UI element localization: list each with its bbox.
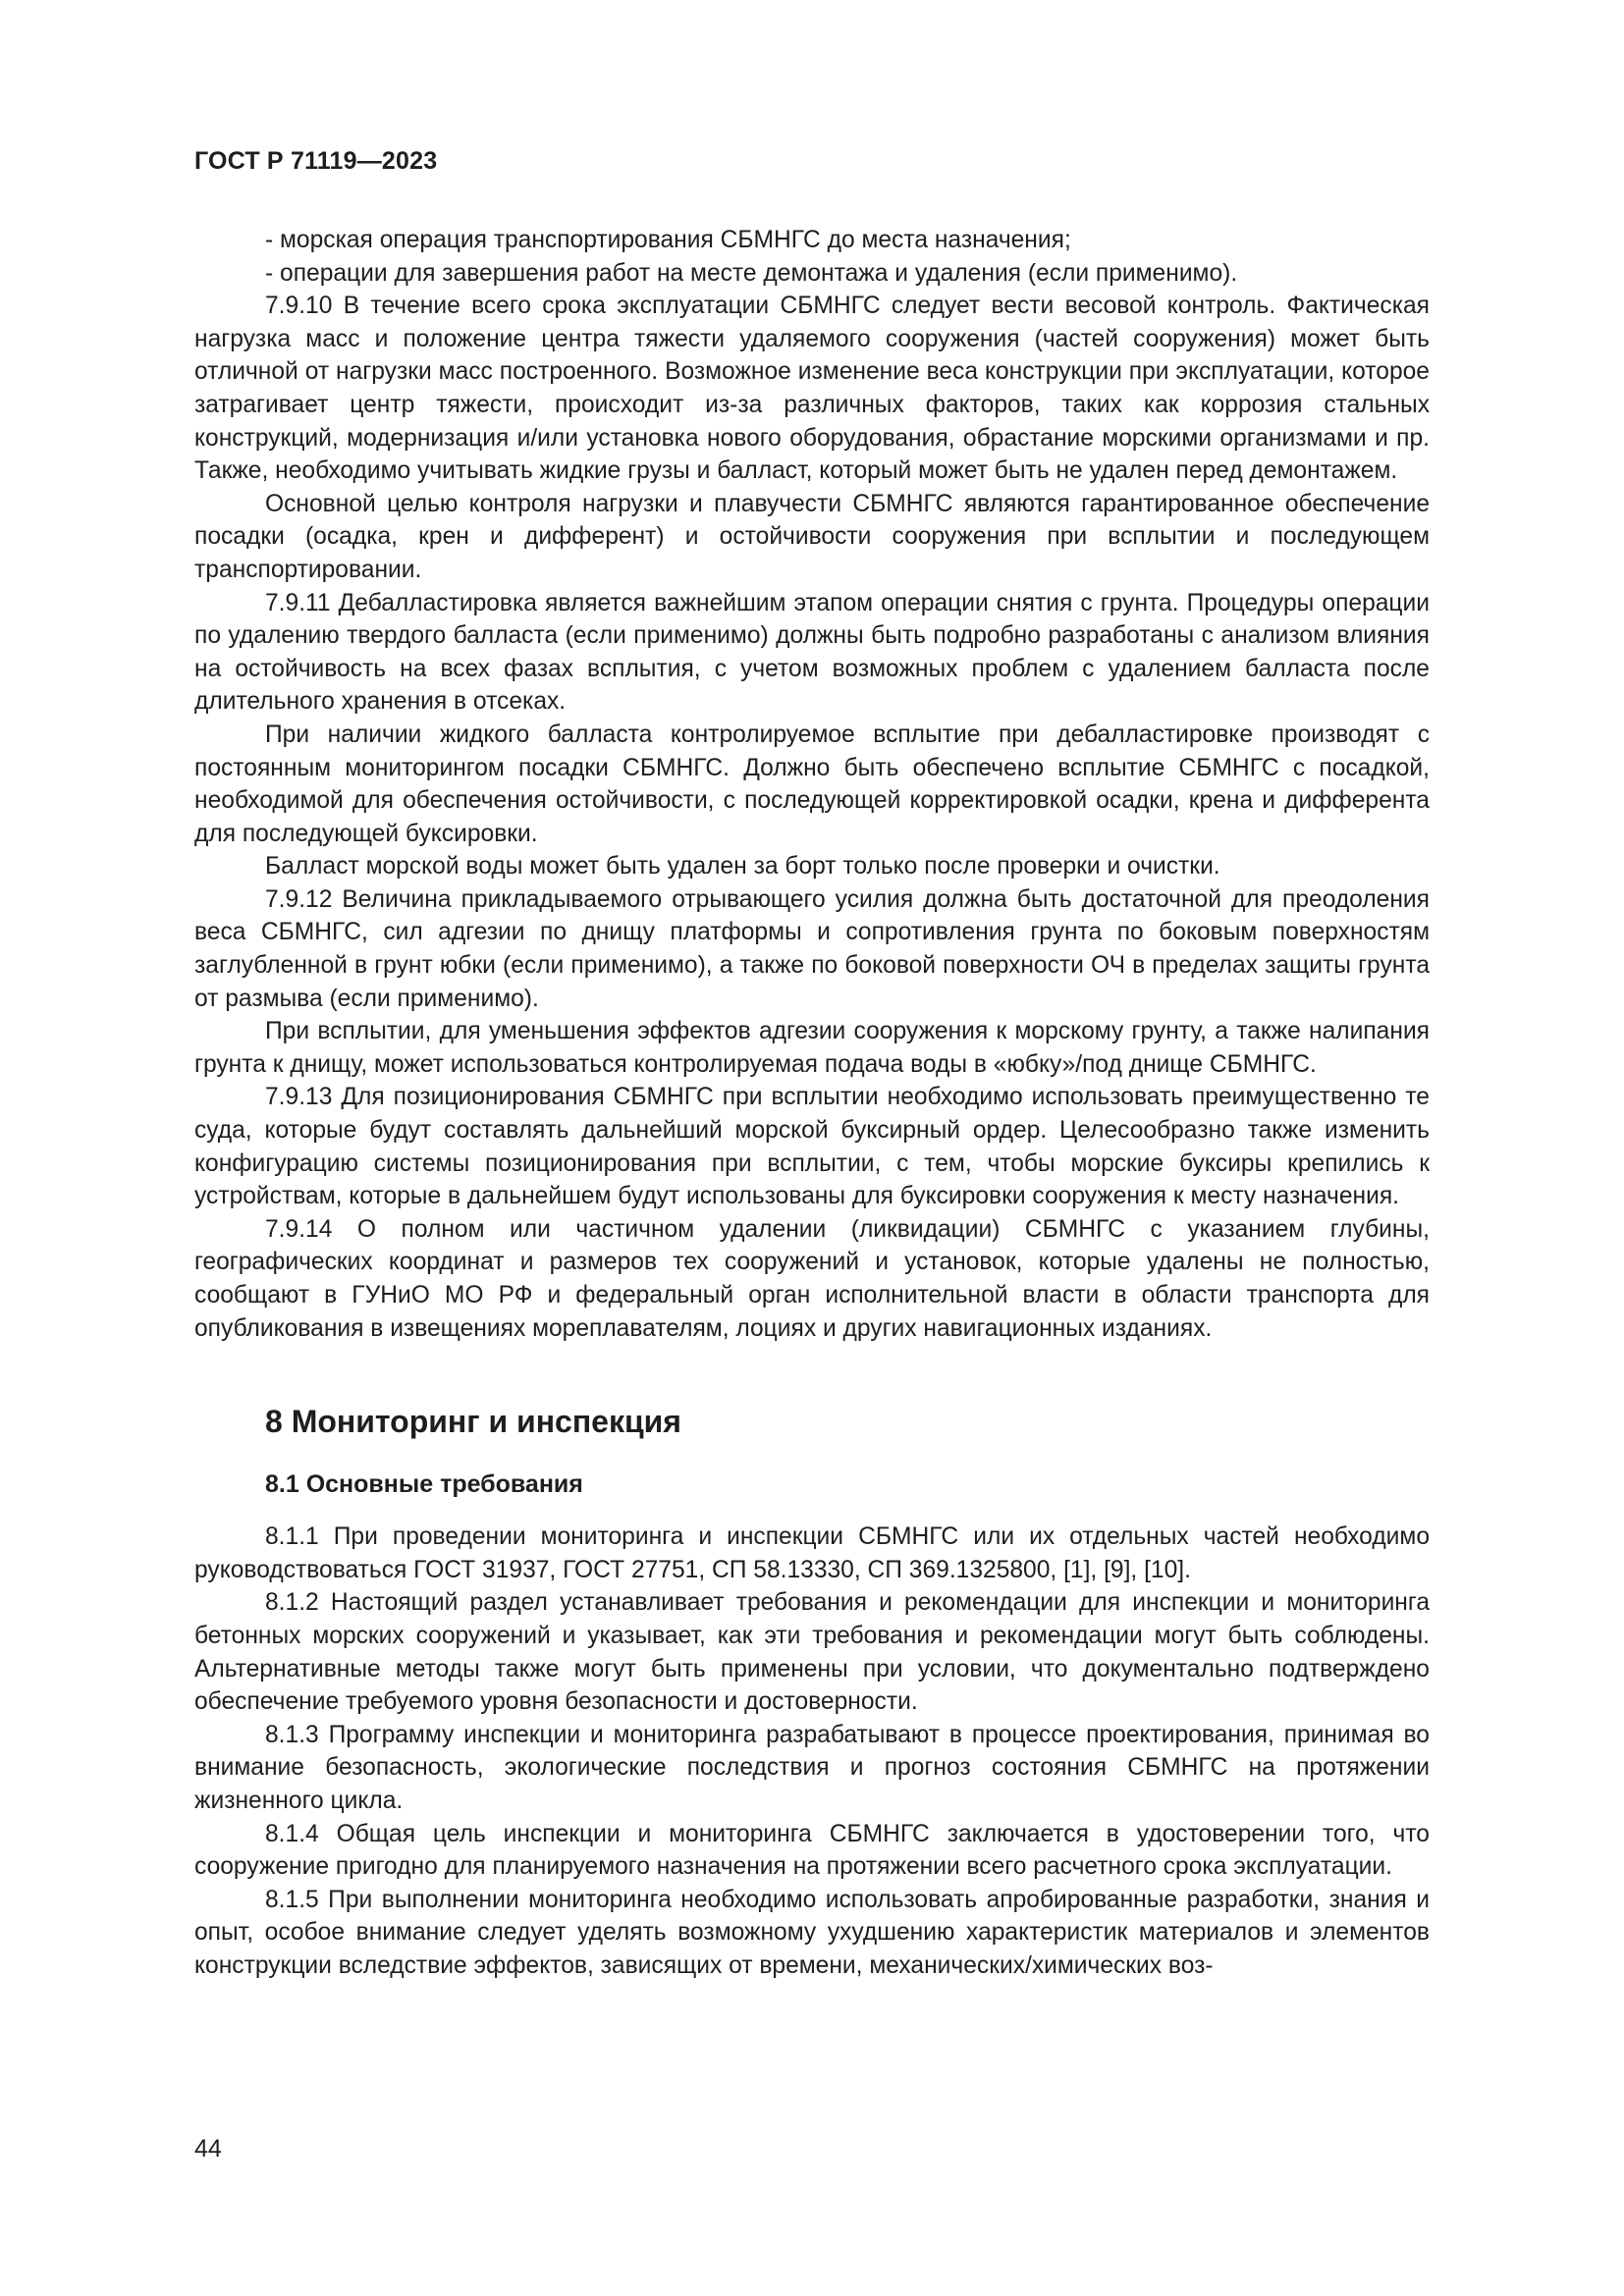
paragraph-8-1-1: 8.1.1 При проведении мониторинга и инспекции СБМНГС или их отдельных частей необходимо руководствоваться ГОСТ 31937, ГОСТ 27751, СП 58.13330, СП 369.1325800, [1], [9], [10]. [194,1523,1430,1583]
paragraph-8-1-5: 8.1.5 При выполнении мониторинга необходимо использовать апробированные разработки, знания и опыт, особое внимание следует уделять возможному ухудшению характеристик материалов и элементов конструкции вследствие эффектов, зависящих от времени, механических/химических воз- [194,1886,1430,1979]
paragraph-7-9-13: 7.9.13 Для позиционирования СБМНГС при всплытии необходимо использовать преимущественно те суда, которые будут составлять дальнейший морской буксирный ордер. Целесообразно также изменить конфигурацию системы позиционирования при всплытии, с тем, чтобы морские буксиры крепились к устройствам, которые в дальнейшем будут использованы для буксировки сооружения к месту назначения. [194,1084,1430,1210]
list-item: - операции для завершения работ на месте демонтажа и удаления (если применимо). [265,259,1238,287]
section-title: 8 Мониторинг и инспекция [265,1404,681,1440]
paragraph-8-1-3: 8.1.3 Программу инспекции и мониторинга разрабатывают в процессе проектирования, принимая во внимание безопасность, экологические последствия и прогноз состояния СБМНГС на протяжении жизненного цикла. [194,1721,1430,1814]
paragraph: Балласт морской воды может быть удален за борт только после проверки и очистки. [265,853,1220,881]
document-body [194,224,1430,1983]
paragraph: Основной целью контроля нагрузки и плавучести СБМНГС являются гарантированное обеспечение посадки (осадка, крен и дифферент) и остойчивости сооружения при всплытии и последующем транспортировании. [194,490,1430,583]
list-item: - морская операция транспортирования СБМНГС до места назначения; [265,227,1071,253]
paragraph-8-1-4: 8.1.4 Общая цель инспекции и мониторинга СБМНГС заключается в удостоверении того, что сооружение пригодно для планируемого назначения на протяжении всего расчетного срока эксплуатации. [194,1820,1430,1881]
paragraph: При всплытии, для уменьшения эффектов адгезии сооружения к морскому грунту, а также налипания грунта к днищу, может использоваться контролируемая подача воды в «юбку»/под днище СБМНГС. [194,1018,1430,1078]
paragraph-7-9-11: 7.9.11 Дебалластировка является важнейшим этапом операции снятия с грунта. Процедуры операции по удалению твердого балласта (если применимо) должны быть подробно разработаны с анализом влияния на остойчивость на всех фазах всплытия, с учетом возможных проблем с удалением балласта после длительного хранения в отсеках. [194,589,1430,716]
paragraph-7-9-10: 7.9.10 В течение всего срока эксплуатации СБМНГС следует вести весовой контроль. Фактическая нагрузка масс и положение центра тяжести удаляемого сооружения (частей сооружения) может быть отличной от нагрузки масс построенного. Возможное изменение веса конструкции при эксплуатации, которое затрагивает центр тяжести, происходит из-за различных факторов, таких как коррозия стальных конструкций, модернизация и/или установка нового оборудования, обрастание морскими организмами и пр. Также, необходимо учитывать жидкие грузы и балласт, который может быть не удален перед демонтажем. [194,293,1430,485]
page-number: 44 [194,2135,222,2163]
paragraph-7-9-12: 7.9.12 Величина прикладываемого отрывающего усилия должна быть достаточной для преодоления веса СБМНГС, сил адгезии по днищу платформы и сопротивления грунта по боковым поверхностям заглубленной в грунт юбки (если применимо), а также по боковой поверхности ОЧ в пределах защиты грунта от размыва (если применимо). [194,885,1430,1012]
paragraph: При наличии жидкого балласта контролируемое всплытие при дебалластировке производят с постоянным мониторингом посадки СБМНГС. Должно быть обеспечено всплытие СБМНГС с посадкой, необходимой для обеспечения остойчивости, с последующей корректировкой осадки, крена и дифферента для последующей буксировки. [194,721,1430,847]
paragraph-7-9-14: 7.9.14 О полном или частичном удалении (ликвидации) СБМНГС с указанием глубины, географических координат и размеров тех сооружений и установок, которые удалены не полностью, сообщают в ГУНиО МО РФ и федеральный орган исполнительной власти в области транспорта для опубликования в извещениях мореплавателям, лоциях и других навигационных изданиях. [194,1215,1430,1342]
paragraph-8-1-2: 8.1.2 Настоящий раздел устанавливает требования и рекомендации для инспекции и мониторинга бетонных морских сооружений и указывает, как эти требования и рекомендации могут быть соблюдены. Альтернативные методы также могут быть применены при условии, что документально подтверждено обеспечение требуемого уровня безопасности и достоверности. [194,1589,1430,1716]
document-header: ГОСТ Р 71119—2023 [194,147,438,175]
subsection-title: 8.1 Основные требования [265,1470,583,1499]
